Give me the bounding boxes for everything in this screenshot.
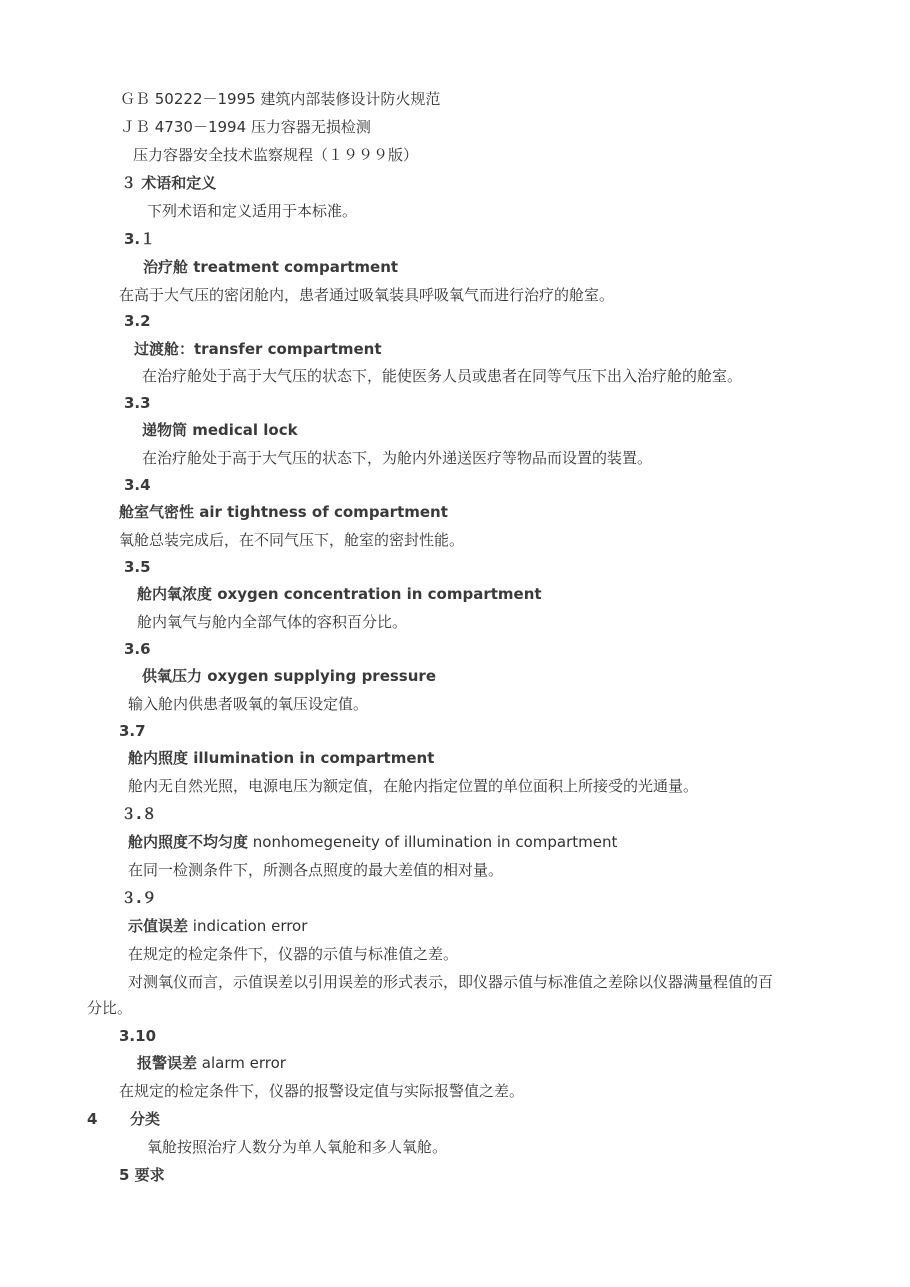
- term-3-10-title: [137, 1053, 286, 1073]
- term-3-9-definition: 在规定的检定条件下，仪器的示值与标准值之差。: [128, 945, 459, 963]
- term-3-8-title-en: nonhomegeneity of illumination in compartment: [248, 833, 618, 851]
- term-3-9-number: ３.９: [121, 889, 157, 907]
- term-3-3-title: 递物筒 medical lock: [142, 421, 298, 439]
- section-5-heading: 5 要求: [119, 1166, 165, 1184]
- reference-pressure-vessel-regulation: 压力容器安全技术监察规程（１９９９版）: [133, 146, 419, 164]
- term-3-8-title-cn: 舱内照度不均匀度: [128, 833, 249, 851]
- term-3-4-title: 舱室气密性 air tightness of compartment: [119, 503, 448, 521]
- section-3-heading: ３ 术语和定义: [121, 174, 217, 192]
- term-3-10-title-en: alarm error: [197, 1054, 286, 1072]
- term-3-2-definition: 在治疗舱处于高于大气压的状态下，能使医务人员或患者在同等气压下出入治疗舱的舱室。: [142, 367, 743, 385]
- term-3-10-title-cn: 报警误差: [137, 1054, 198, 1072]
- term-3-1-title: 治疗舱 treatment compartment: [143, 258, 399, 276]
- term-3-9-note-line-2: 分比。: [87, 999, 133, 1017]
- term-3-1-number: 3.１: [124, 230, 156, 248]
- term-3-9-title-cn: 示值误差: [128, 917, 189, 935]
- term-3-7-title: 舱内照度 illumination in compartment: [128, 749, 435, 767]
- section-4-text: 氧舱按照治疗人数分为单人氧舱和多人氧舱。: [147, 1138, 448, 1156]
- term-3-4-definition: 氧舱总装完成后，在不同气压下，舱室的密封性能。: [119, 531, 465, 549]
- term-3-5-title: 舱内氧浓度 oxygen concentration in compartment: [137, 585, 542, 603]
- term-3-1-definition: 在高于大气压的密闭舱内，患者通过吸氧装具呼吸氧气而进行治疗的舱室。: [119, 286, 615, 304]
- term-3-8-definition: 在同一检测条件下，所测各点照度的最大差值的相对量。: [128, 861, 504, 879]
- reference-jb4730: ＪＢ 4730－1994 压力容器无损检测: [120, 118, 371, 136]
- section-4-number: 4: [87, 1110, 98, 1128]
- term-3-4-number: 3.4: [124, 476, 151, 494]
- term-3-6-number: 3.6: [124, 640, 151, 658]
- term-3-8-number: ３.８: [121, 805, 157, 823]
- term-3-2-title: 过渡舱：transfer compartment: [134, 340, 382, 358]
- term-3-7-definition: 舱内无自然光照，电源电压为额定值，在舱内指定位置的单位面积上所接受的光通量。: [128, 777, 699, 795]
- term-3-9-note-line-1: 对测氧仪而言，示值误差以引用误差的形式表示，即仪器示值与标准值之差除以仪器满量程值的百: [128, 973, 774, 991]
- term-3-8-title: [128, 832, 617, 852]
- term-3-6-title: 供氧压力 oxygen supplying pressure: [142, 667, 436, 685]
- term-3-3-definition: 在治疗舱处于高于大气压的状态下，为舱内外递送医疗等物品而设置的装置。: [142, 449, 653, 467]
- term-3-10-number: 3.10: [119, 1027, 157, 1045]
- term-3-9-title-en: indication error: [188, 917, 308, 935]
- term-3-6-definition: 输入舱内供患者吸氧的氧压设定值。: [128, 695, 369, 713]
- term-3-3-number: 3.3: [124, 394, 151, 412]
- section-4-title: 分类: [130, 1110, 161, 1128]
- term-3-5-number: 3.5: [124, 558, 151, 576]
- term-3-7-number: 3.7: [119, 722, 146, 740]
- term-3-9-title: [128, 916, 307, 936]
- term-3-5-definition: 舱内氧气与舱内全部气体的容积百分比。: [137, 613, 408, 631]
- section-3-intro: 下列术语和定义适用于本标准。: [147, 202, 358, 220]
- reference-gb50222: ＧＢ 50222－1995 建筑内部装修设计防火规范: [120, 90, 441, 108]
- term-3-10-definition: 在规定的检定条件下，仪器的报警设定值与实际报警值之差。: [119, 1082, 525, 1100]
- term-3-2-number: 3.2: [124, 312, 151, 330]
